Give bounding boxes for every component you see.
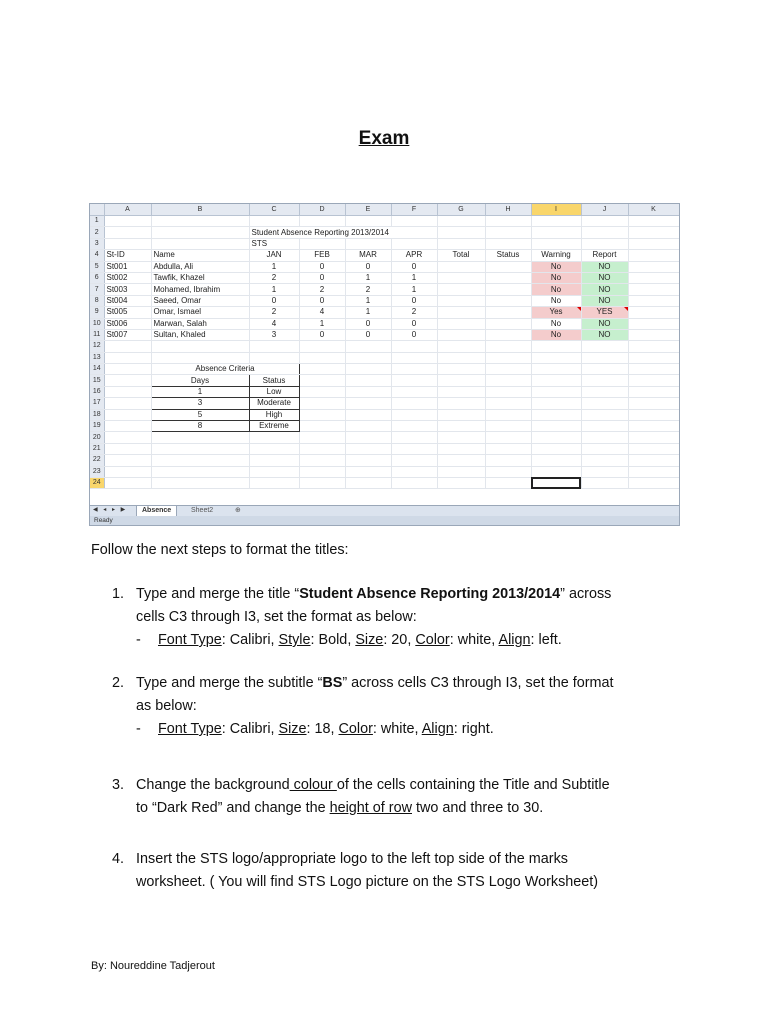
row-header[interactable]: 9 <box>90 307 104 318</box>
col-header-c[interactable]: C <box>249 204 299 216</box>
cell-warning[interactable]: No <box>531 318 581 329</box>
sheet-nav-arrows-icon[interactable]: ◀ ◂ ▸ ▶ <box>93 507 128 513</box>
sheet-row <box>90 318 679 329</box>
row-header[interactable]: 22 <box>90 455 104 466</box>
criteria-days-header[interactable]: Days <box>151 375 249 386</box>
row-header[interactable]: 3 <box>90 238 104 249</box>
format-spec <box>112 718 682 741</box>
spec-key: Font Type <box>158 721 222 737</box>
criteria-days[interactable]: 8 <box>151 421 249 432</box>
row-header[interactable]: 18 <box>90 409 104 420</box>
cell[interactable]: Omar, Ismael <box>151 307 249 318</box>
step-text-part: Type and merge the subtitle “ <box>136 675 323 691</box>
step-text <box>112 672 682 695</box>
step-number: 1. <box>112 586 125 602</box>
cell-warning[interactable]: No <box>531 295 581 306</box>
step-bold-text: BS <box>322 675 343 691</box>
step-text-line2 <box>112 797 682 820</box>
spec-val: : Bold, <box>310 632 356 648</box>
col-header-b[interactable]: B <box>151 204 249 216</box>
cell[interactable]: 1 <box>345 295 391 306</box>
step-text-part: Change the background <box>136 777 290 793</box>
row-header[interactable]: 13 <box>90 352 104 363</box>
cell-header[interactable]: Name <box>151 250 249 261</box>
active-cell-i24[interactable] <box>531 477 581 488</box>
cell[interactable]: 1 <box>345 307 391 318</box>
spec-val: : Calibri, <box>221 632 279 648</box>
cell-header[interactable]: St-ID <box>104 250 151 261</box>
cell[interactable]: 0 <box>249 295 299 306</box>
cell[interactable]: St002 <box>104 272 151 283</box>
step-number: 3. <box>112 777 125 793</box>
spec-val: : 20, <box>383 632 416 648</box>
format-spec <box>112 629 682 652</box>
criteria-status[interactable]: Low <box>249 386 299 397</box>
footer-author: By: Noureddine Tadjerout <box>91 960 215 972</box>
spec-val: : left. <box>530 632 562 648</box>
sheet-row <box>90 466 679 477</box>
cell-warning[interactable]: No <box>531 329 581 340</box>
step-text-line2: as below: <box>136 698 197 714</box>
step-1 <box>112 583 682 652</box>
cell-report[interactable]: YES <box>581 307 628 318</box>
step-number: 4. <box>112 851 125 867</box>
spec-key: Size <box>355 632 384 648</box>
spec-key: Align <box>498 632 531 648</box>
cell-report[interactable]: NO <box>581 272 628 283</box>
criteria-status-header[interactable]: Status <box>249 375 299 386</box>
status-bar <box>90 516 680 525</box>
spreadsheet-screenshot <box>89 203 680 526</box>
sheet-row <box>90 341 679 352</box>
row-header[interactable]: 21 <box>90 443 104 454</box>
step-number: 2. <box>112 675 125 691</box>
cell-warning[interactable]: Yes <box>531 307 581 318</box>
row-header[interactable]: 8 <box>90 295 104 306</box>
step-2 <box>112 672 682 741</box>
cell[interactable]: 1 <box>391 272 437 283</box>
row-header[interactable]: 4 <box>90 250 104 261</box>
step-text-part: to “Dark Red” and change the <box>136 800 330 816</box>
cell[interactable]: 2 <box>299 284 345 295</box>
sheet-row <box>90 250 679 261</box>
cell-header[interactable]: Total <box>437 250 485 261</box>
sheet-grid <box>90 204 680 489</box>
row-header[interactable]: 7 <box>90 284 104 295</box>
sheet-row <box>90 238 679 249</box>
cell-header[interactable]: FEB <box>299 250 345 261</box>
cell[interactable]: 0 <box>391 318 437 329</box>
spec-key: Style <box>278 632 311 648</box>
sheet-tab-bar <box>90 505 679 516</box>
cell-warning[interactable]: No <box>531 261 581 272</box>
cell-header[interactable]: Status <box>485 250 531 261</box>
criteria-title[interactable]: Absence Criteria <box>151 364 299 375</box>
step-text-part: two and three to 30. <box>412 800 544 816</box>
cell[interactable]: 2 <box>249 272 299 283</box>
row-header[interactable]: 2 <box>90 227 104 238</box>
cell-warning[interactable]: No <box>531 284 581 295</box>
col-header-k[interactable]: K <box>628 204 679 216</box>
row-header[interactable]: 16 <box>90 386 104 397</box>
underlined-text: colour <box>289 777 337 793</box>
row-header[interactable]: 12 <box>90 341 104 352</box>
sheet-row <box>90 272 679 283</box>
spec-key: Font Type <box>158 632 222 648</box>
sheet-row <box>90 432 679 443</box>
sheet-row <box>90 386 679 397</box>
row-header[interactable]: 24 <box>90 477 104 488</box>
col-header-a[interactable]: A <box>104 204 151 216</box>
cell[interactable]: 0 <box>391 329 437 340</box>
row-header[interactable]: 6 <box>90 272 104 283</box>
cell[interactable]: St001 <box>104 261 151 272</box>
criteria-status[interactable]: Moderate <box>249 398 299 409</box>
cell[interactable]: 4 <box>249 318 299 329</box>
cell[interactable]: 2 <box>345 284 391 295</box>
criteria-status[interactable]: Extreme <box>249 421 299 432</box>
spec-key: Size <box>278 721 307 737</box>
cell[interactable]: 1 <box>249 261 299 272</box>
cell-subtitle[interactable]: STS <box>249 238 299 249</box>
cell-report[interactable]: NO <box>581 329 628 340</box>
cell-warning[interactable]: No <box>531 272 581 283</box>
cell[interactable]: 0 <box>391 295 437 306</box>
cell[interactable]: St005 <box>104 307 151 318</box>
tab-sheet2[interactable]: Sheet2 <box>191 507 214 514</box>
spec-val: : 18, <box>306 721 339 737</box>
step-4 <box>112 848 682 894</box>
sheet-row <box>90 409 679 420</box>
sheet-row <box>90 261 679 272</box>
cell[interactable]: Abdulla, Ali <box>151 261 249 272</box>
step-text-part: Type and merge the title “ <box>136 586 300 602</box>
cell-header[interactable]: MAR <box>345 250 391 261</box>
row-header[interactable]: 15 <box>90 375 104 386</box>
cell-header[interactable]: JAN <box>249 250 299 261</box>
sheet-row <box>90 398 679 409</box>
cell[interactable]: St006 <box>104 318 151 329</box>
cell[interactable]: 0 <box>299 329 345 340</box>
cell-title[interactable]: Student Absence Reporting 2013/2014 <box>249 227 437 238</box>
underlined-text: height of row <box>329 800 412 816</box>
criteria-days[interactable]: 3 <box>151 398 249 409</box>
col-header-h[interactable]: H <box>485 204 531 216</box>
cell[interactable]: Tawfik, Khazel <box>151 272 249 283</box>
row-header[interactable]: 19 <box>90 421 104 432</box>
cell-report[interactable]: NO <box>581 318 628 329</box>
step-text-part: of the cells containing the Title and Subtitle <box>336 777 610 793</box>
cell-header[interactable]: Report <box>581 250 628 261</box>
cell[interactable]: 0 <box>345 329 391 340</box>
cell[interactable]: 1 <box>299 318 345 329</box>
cell-header[interactable]: Warning <box>531 250 581 261</box>
col-header-i[interactable]: I <box>531 204 581 216</box>
sheet-row <box>90 284 679 295</box>
row-header[interactable]: 14 <box>90 364 104 375</box>
sheet-row <box>90 421 679 432</box>
step-bold-text: Student Absence Reporting 2013/2014 <box>299 586 561 602</box>
spec-key: Align <box>421 721 454 737</box>
col-header-f[interactable]: F <box>391 204 437 216</box>
dash: - <box>136 632 141 648</box>
intro-text: Follow the next steps to format the titles: <box>91 542 349 558</box>
cell-report[interactable]: NO <box>581 284 628 295</box>
page-title: Exam <box>358 128 410 149</box>
step-text: Insert the STS logo/appropriate logo to the left top side of the marks <box>136 851 568 867</box>
sheet-row <box>90 455 679 466</box>
cell[interactable]: St003 <box>104 284 151 295</box>
dash: - <box>136 721 141 737</box>
cell-header[interactable]: APR <box>391 250 437 261</box>
step-text-part: ” across cells C3 through I3, set the format <box>342 675 614 691</box>
col-header-e[interactable]: E <box>345 204 391 216</box>
cell[interactable]: 3 <box>249 329 299 340</box>
sheet-row <box>90 375 679 386</box>
step-text-line2: worksheet. ( You will find STS Logo picture on the STS Logo Worksheet) <box>136 874 599 890</box>
sheet-row <box>90 295 679 306</box>
spec-val: : white, <box>372 721 422 737</box>
status-text: Ready <box>94 517 113 524</box>
step-text <box>112 583 682 606</box>
sheet-row <box>90 477 679 488</box>
cell[interactable]: Saeed, Omar <box>151 295 249 306</box>
step-text-part: ” across <box>560 586 612 602</box>
step-text <box>112 774 682 797</box>
sheet-row <box>90 352 679 363</box>
spec-val: : right. <box>453 721 494 737</box>
select-all-corner[interactable] <box>90 204 104 216</box>
cell[interactable]: 0 <box>299 295 345 306</box>
row-header[interactable]: 11 <box>90 329 104 340</box>
cell-report[interactable]: NO <box>581 261 628 272</box>
col-header-j[interactable]: J <box>581 204 628 216</box>
insert-sheet-icon[interactable]: ⊕ <box>235 507 241 514</box>
cell[interactable]: 0 <box>299 261 345 272</box>
cell[interactable]: 1 <box>249 284 299 295</box>
cell[interactable]: Mohamed, Ibrahim <box>151 284 249 295</box>
row-header[interactable]: 10 <box>90 318 104 329</box>
cell[interactable]: St007 <box>104 329 151 340</box>
col-header-g[interactable]: G <box>437 204 485 216</box>
sheet-row <box>90 329 679 340</box>
column-header-row <box>90 204 679 216</box>
row-header[interactable]: 23 <box>90 466 104 477</box>
cell[interactable]: 2 <box>391 307 437 318</box>
sheet-row <box>90 443 679 454</box>
step-text-line2: cells C3 through I3, set the format as below: <box>136 609 417 625</box>
row-header[interactable]: 17 <box>90 398 104 409</box>
cell[interactable]: St004 <box>104 295 151 306</box>
spec-key: Color <box>338 721 373 737</box>
cell[interactable]: Sultan, Khaled <box>151 329 249 340</box>
sheet-row <box>90 216 679 227</box>
cell[interactable]: 2 <box>249 307 299 318</box>
cell[interactable]: 0 <box>299 272 345 283</box>
tab-absence[interactable]: Absence <box>136 506 177 517</box>
cell[interactable]: 0 <box>345 318 391 329</box>
sheet-row <box>90 364 679 375</box>
cell[interactable]: 0 <box>391 261 437 272</box>
sheet-row <box>90 227 679 238</box>
row-header[interactable]: 20 <box>90 432 104 443</box>
cell[interactable]: Marwan, Salah <box>151 318 249 329</box>
spec-val: : white, <box>449 632 499 648</box>
sheet-row <box>90 307 679 318</box>
col-header-d[interactable]: D <box>299 204 345 216</box>
row-header[interactable]: 5 <box>90 261 104 272</box>
row-header[interactable]: 1 <box>90 216 104 227</box>
criteria-days[interactable]: 1 <box>151 386 249 397</box>
cell[interactable]: 1 <box>391 284 437 295</box>
spec-key: Color <box>415 632 450 648</box>
cell[interactable]: 4 <box>299 307 345 318</box>
criteria-status[interactable]: High <box>249 409 299 420</box>
cell[interactable]: 0 <box>345 261 391 272</box>
spec-val: : Calibri, <box>221 721 279 737</box>
step-3 <box>112 774 682 820</box>
cell-report[interactable]: NO <box>581 295 628 306</box>
criteria-days[interactable]: 5 <box>151 409 249 420</box>
cell[interactable]: 1 <box>345 272 391 283</box>
